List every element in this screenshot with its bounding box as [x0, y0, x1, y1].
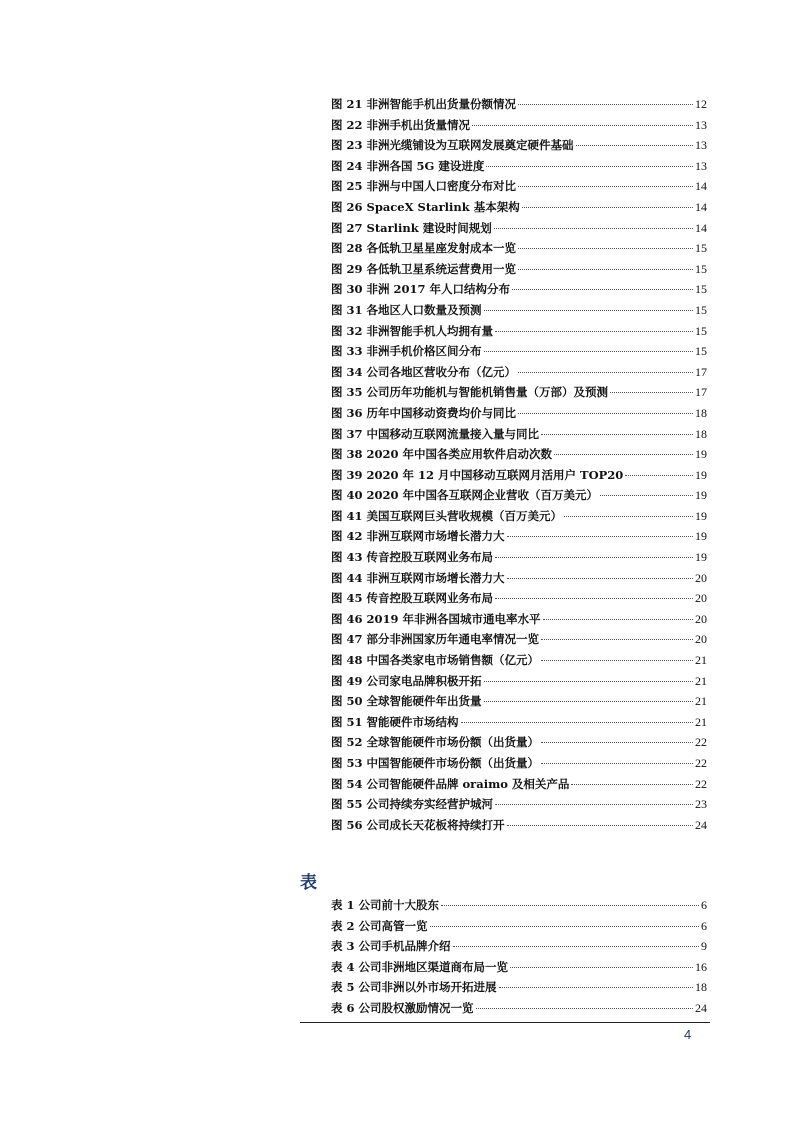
figure-entry[interactable] [331, 341, 707, 362]
table-entry-page: 6 [701, 918, 707, 933]
dot-leader [554, 453, 693, 455]
figure-entry-page: 15 [695, 302, 707, 317]
dot-leader [495, 597, 693, 599]
table-entry-page: 9 [701, 939, 707, 954]
figure-entry[interactable] [331, 382, 707, 403]
table-entry[interactable] [331, 977, 707, 998]
dot-leader [518, 185, 693, 187]
dot-leader [495, 803, 693, 805]
figure-entry-label: 图 49 公司家电品牌积极开拓 [331, 673, 482, 688]
table-entry-label: 表 5 公司非洲以外市场开拓进展 [331, 980, 497, 995]
figure-entry[interactable] [331, 588, 707, 609]
figure-entry-label: 图 22 非洲手机出货量情况 [331, 117, 471, 132]
dot-leader [430, 925, 699, 927]
dot-leader [564, 515, 693, 517]
figure-entry-label: 图 42 非洲互联网市场增长潜力大 [331, 529, 505, 544]
figure-entry-page: 18 [695, 405, 707, 420]
figure-entry-label: 图 30 非洲 2017 年人口结构分布 [331, 282, 511, 297]
figure-entry-page: 21 [695, 653, 707, 668]
figure-entry-label: 图 27 Starlink 建设时间规划 [331, 220, 492, 235]
figure-entry-label: 图 35 公司历年功能机与智能机销售量（万部）及预测 [331, 385, 609, 400]
dot-leader [518, 268, 693, 270]
figure-entry-page: 18 [695, 426, 707, 441]
dot-leader [518, 247, 693, 249]
dot-leader [541, 433, 693, 435]
figure-entry-page: 15 [695, 241, 707, 256]
figure-entry[interactable] [331, 485, 707, 506]
figure-entry-label: 图 45 传音控股互联网业务布局 [331, 591, 494, 606]
figure-entry-page: 20 [695, 611, 707, 626]
dot-leader [518, 103, 693, 105]
figure-entry-label: 图 23 非洲光缆铺设为互联网发展奠定硬件基础 [331, 138, 574, 153]
figure-entry[interactable] [331, 403, 707, 424]
figure-entry-page: 17 [695, 385, 707, 400]
figure-entry-label: 图 29 各低轨卫星系统运营费用一览 [331, 261, 517, 276]
dot-leader [507, 535, 693, 537]
figure-entry-label: 图 43 传音控股互联网业务布局 [331, 550, 494, 565]
figure-entry[interactable] [331, 135, 707, 156]
figure-entry-page: 20 [695, 632, 707, 647]
figure-entry[interactable] [331, 465, 707, 486]
dot-leader [518, 412, 693, 414]
figure-entry[interactable] [331, 259, 707, 280]
figure-entry[interactable] [331, 671, 707, 692]
figure-entry[interactable] [331, 176, 707, 197]
page-number: 4 [684, 1027, 692, 1042]
figure-entry-page: 12 [695, 97, 707, 111]
figure-entry-label: 图 55 公司持续夯实经营护城河 [331, 797, 494, 812]
dot-leader [541, 638, 693, 640]
dot-leader [484, 350, 693, 352]
figure-entry[interactable] [331, 815, 707, 836]
dot-leader [494, 227, 693, 229]
figure-entry-label: 图 21 非洲智能手机出货量份额情况 [331, 97, 517, 111]
dot-leader [476, 1007, 693, 1009]
figure-entry-page: 20 [695, 591, 707, 606]
figure-entry-page: 19 [695, 529, 707, 544]
figure-entry-page: 15 [695, 261, 707, 276]
table-entry-page: 6 [701, 898, 707, 912]
dot-leader [472, 124, 693, 126]
figure-entry-page: 13 [695, 117, 707, 132]
figure-entry[interactable] [331, 629, 707, 650]
table-entry-page: 24 [695, 1000, 707, 1015]
dot-leader [541, 659, 693, 661]
dot-leader [541, 762, 693, 764]
table-entry[interactable] [331, 916, 707, 937]
dot-leader [522, 206, 693, 208]
figure-entry[interactable] [331, 300, 707, 321]
figure-entry[interactable] [331, 774, 707, 795]
dot-leader [507, 577, 693, 579]
dot-leader [576, 144, 693, 146]
figure-entry-page: 19 [695, 447, 707, 462]
figure-entry-label: 图 32 非洲智能手机人均拥有量 [331, 323, 494, 338]
figure-entry-label: 图 24 非洲各国 5G 建设进度 [331, 158, 485, 173]
figure-entry-page: 24 [695, 817, 707, 832]
dot-leader [571, 783, 693, 785]
figure-entry-label: 图 40 2020 年中国各互联网企业营收（百万美元） [331, 488, 599, 503]
figure-entry-label: 图 53 中国智能硬件市场份额（出货量） [331, 756, 540, 770]
table-entry[interactable] [331, 895, 707, 916]
figure-entry-page: 23 [695, 797, 707, 812]
figure-entry-label: 图 44 非洲互联网市场增长潜力大 [331, 570, 505, 585]
figure-entry-label: 图 52 全球智能硬件市场份额（出货量） [331, 735, 540, 750]
dot-leader [495, 556, 693, 558]
figure-entry[interactable] [331, 609, 707, 630]
dot-leader [495, 330, 693, 332]
figure-entry-label: 图 41 美国互联网巨头营收规模（百万美元） [331, 508, 563, 523]
figure-entry-page: 22 [695, 735, 707, 750]
figure-entry[interactable] [331, 568, 707, 589]
footer-divider [300, 1022, 710, 1023]
dot-leader [600, 494, 693, 496]
figure-entry-page: 19 [695, 508, 707, 523]
table-entry[interactable] [331, 936, 707, 957]
figure-entry-label: 图 50 全球智能硬件年出货量 [331, 694, 482, 709]
dot-leader [625, 474, 693, 476]
figure-entry-label: 图 26 SpaceX Starlink 基本架构 [331, 199, 520, 214]
table-entry-label: 表 3 公司手机品牌介绍 [331, 939, 451, 954]
dot-leader [499, 986, 693, 988]
figure-list [331, 94, 707, 835]
figure-entry[interactable] [331, 218, 707, 239]
figure-entry-label: 图 37 中国移动互联网流量接入量与同比 [331, 426, 540, 441]
figure-entry-page: 15 [695, 344, 707, 359]
figure-entry-page: 22 [695, 776, 707, 791]
figure-entry[interactable] [331, 526, 707, 547]
figure-entry-page: 19 [695, 467, 707, 482]
figure-entry[interactable] [331, 691, 707, 712]
dot-leader [510, 966, 693, 968]
figure-entry[interactable] [331, 444, 707, 465]
dot-leader [484, 700, 693, 702]
figure-entry[interactable] [331, 650, 707, 671]
dot-leader [484, 680, 693, 682]
figure-entry-label: 图 25 非洲与中国人口密度分布对比 [331, 179, 517, 194]
dot-leader [441, 904, 699, 906]
figure-entry-page: 17 [695, 364, 707, 379]
figure-entry-label: 图 34 公司各地区营收分布（亿元） [331, 364, 517, 379]
figure-entry-label: 图 54 公司智能硬件品牌 oraimo 及相关产品 [331, 776, 570, 791]
dot-leader [512, 288, 693, 290]
table-entry[interactable] [331, 957, 707, 978]
figure-entry-page: 13 [695, 138, 707, 153]
figure-entry-page: 20 [695, 570, 707, 585]
figure-entry-label: 图 36 历年中国移动资费均价与同比 [331, 405, 517, 420]
figure-entry-label: 图 47 部分非洲国家历年通电率情况一览 [331, 632, 540, 647]
figure-entry-label: 图 38 2020 年中国各类应用软件启动次数 [331, 447, 553, 462]
dot-leader [507, 824, 693, 826]
table-entry-label: 表 2 公司高管一览 [331, 918, 428, 933]
figure-entry[interactable] [331, 712, 707, 733]
figure-entry[interactable] [331, 732, 707, 753]
figure-entry-page: 19 [695, 550, 707, 565]
dot-leader [484, 309, 693, 311]
figure-entry[interactable] [331, 362, 707, 383]
figure-entry[interactable] [331, 794, 707, 815]
figure-entry-label: 图 56 公司成长天花板将持续打开 [331, 817, 505, 832]
figure-entry[interactable] [331, 321, 707, 342]
figure-entry[interactable] [331, 238, 707, 259]
figure-entry-page: 13 [695, 158, 707, 173]
dot-leader [541, 741, 693, 743]
table-entry-page: 16 [695, 959, 707, 974]
figure-entry-page: 22 [695, 756, 707, 770]
figure-entry[interactable] [331, 115, 707, 136]
figure-entry-page: 14 [695, 179, 707, 194]
tables-heading: 表 [300, 873, 317, 893]
figure-entry[interactable] [331, 506, 707, 527]
figure-entry-label: 图 28 各低轨卫星星座发射成本一览 [331, 241, 517, 256]
table-entry-label: 表 6 公司股权激励情况一览 [331, 1000, 474, 1015]
figure-entry-label: 图 31 各地区人口数量及预测 [331, 302, 482, 317]
figure-entry[interactable] [331, 197, 707, 218]
dot-leader [543, 618, 693, 620]
dot-leader [518, 371, 693, 373]
figure-entry-page: 15 [695, 323, 707, 338]
figure-entry[interactable] [331, 156, 707, 177]
figure-entry[interactable] [331, 279, 707, 300]
table-entry-page: 18 [695, 980, 707, 995]
figure-entry-page: 19 [695, 488, 707, 503]
figure-entry-page: 14 [695, 220, 707, 235]
figure-entry-page: 21 [695, 673, 707, 688]
figure-entry-label: 图 33 非洲手机价格区间分布 [331, 344, 482, 359]
dot-leader [486, 165, 693, 167]
figure-entry[interactable] [331, 753, 707, 774]
table-entry-label: 表 4 公司非洲地区渠道商布局一览 [331, 959, 509, 974]
table-entry[interactable] [331, 998, 707, 1019]
table-list [331, 895, 707, 1019]
figure-entry-label: 图 48 中国各类家电市场销售额（亿元） [331, 653, 540, 668]
figure-entry[interactable] [331, 424, 707, 445]
dot-leader [610, 391, 693, 393]
figure-entry[interactable] [331, 94, 707, 115]
figure-entry-label: 图 39 2020 年 12 月中国移动互联网月活用户 TOP20 [331, 467, 624, 482]
dot-leader [461, 721, 693, 723]
dot-leader [453, 945, 699, 947]
figure-entry-label: 图 46 2019 年非洲各国城市通电率水平 [331, 611, 541, 626]
figure-entry-page: 15 [695, 282, 707, 297]
table-entry-label: 表 1 公司前十大股东 [331, 898, 440, 912]
figure-entry-page: 14 [695, 199, 707, 214]
figure-entry-page: 21 [695, 714, 707, 729]
figure-entry-label: 图 51 智能硬件市场结构 [331, 714, 459, 729]
figure-entry-page: 21 [695, 694, 707, 709]
figure-entry[interactable] [331, 547, 707, 568]
